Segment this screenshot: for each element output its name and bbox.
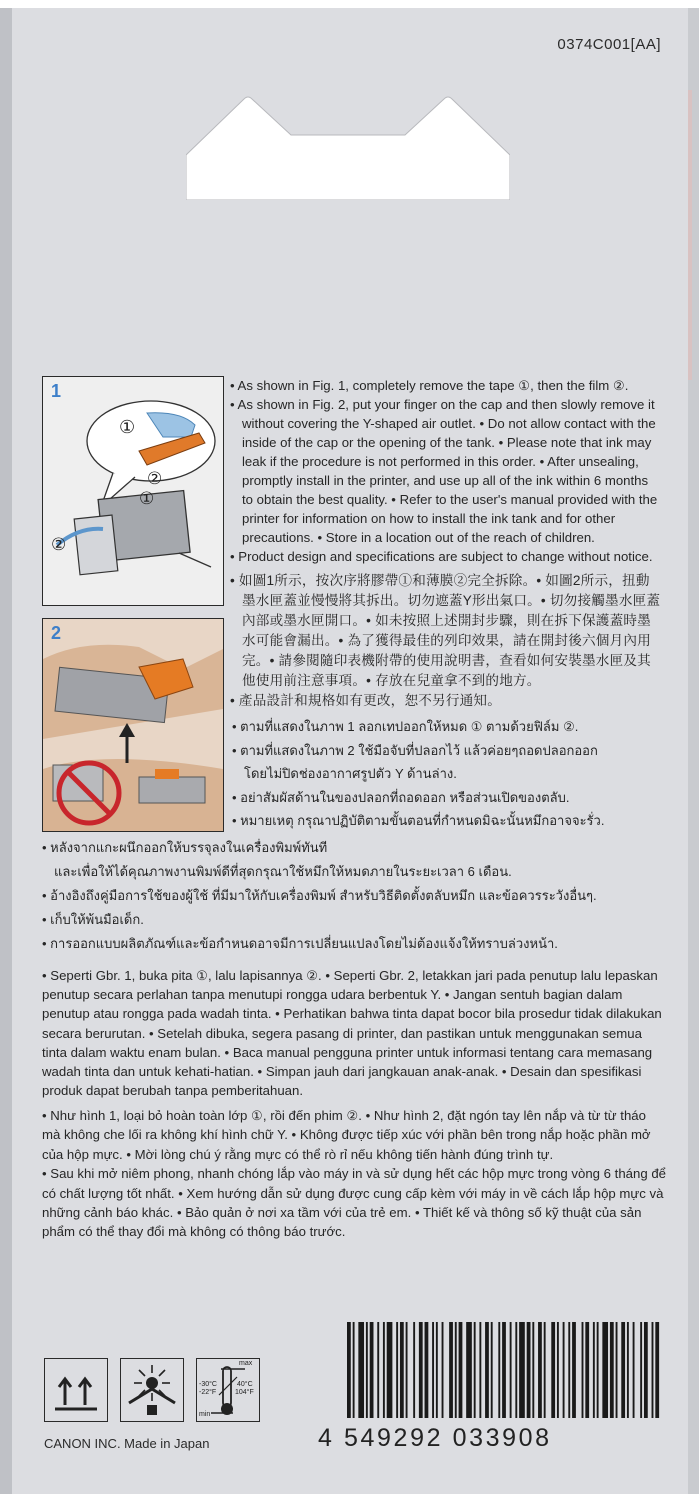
fig1-callout-1: ① — [119, 417, 136, 437]
english-instructions — [230, 376, 662, 566]
fig1-callout-2: ② — [147, 469, 163, 488]
indonesian-instructions — [42, 966, 666, 1100]
figure-2-number: 2 — [51, 623, 62, 643]
fig1-callout-2b: ② — [51, 535, 67, 554]
this-way-up-icon — [44, 1358, 108, 1422]
box-left-edge — [0, 8, 12, 1494]
temp-high-c: 40°C — [237, 1381, 253, 1388]
product-code: 0374C001[AA] — [557, 36, 661, 53]
thai-line-5: • หมายเหตุ กรุณาปฏิบัติตามขั้นตอนที่กำหนดมิฉะนั้นหมึกอาจจะรั่ว. — [232, 813, 605, 828]
hang-tab-cutout — [186, 95, 510, 200]
cap-removal-photo — [43, 619, 223, 831]
chinese-line-1: • 如圖1所示，按次序將膠帶①和薄膜②完全拆除。• 如圖2所示，扭動墨水匣蓋並慢慢將其拆出。切勿遮蓋Y形出氣口。• 切勿接觸墨水匣蓋內部或墨水匣開口。• 如未按照上述開封步驟，則在拆下保護蓋時墨水可能會漏出。• 為了獲得最佳的列印效果，請在開封後六個月內用完。• 請參閱隨印表機附帶的使用說明書，查看如何安裝墨水匣及其他使用前注意事項。• 存放在兒童拿不到的地方。 — [230, 573, 661, 688]
temp-high-f: 104°F — [235, 1389, 254, 1396]
chinese-instructions — [230, 571, 662, 711]
figure-1-number: 1 — [51, 381, 62, 401]
english-line-3: • Product design and specifications are subject to change without notice. — [230, 549, 653, 564]
thai-line-8: • อ้างอิงถึงคู่มือการใช้ของผู้ใช้ ที่มีมาให้กับเครื่องพิมพ์ สำหรับวิธีติดตั้งตลับหมึก และข้อควรระวังอื่นๆ. — [42, 888, 597, 903]
thai-instructions-full — [42, 836, 672, 956]
ink-tank-illustration — [43, 377, 223, 605]
temp-max-label: max — [239, 1360, 253, 1367]
vietnamese-line-2: • Sau khi mở niêm phong, nhanh chóng lắp vào máy in và sử dụng hết các hộp mực trong vòng 6 tháng để có chất lượng tốt nhất. • Xem hướng dẫn sử dụng được cung cấp kèm với máy in về cách lắp hộp mực và những cảnh báo khác. • Bảo quản ở nơi xa tầm với của trẻ em. • Thiết kế và thông số kỹ thuật của sản phẩm có thể thay đổi mà không có thông báo trước. — [42, 1166, 667, 1240]
indonesian-text: • Seperti Gbr. 1, buka pita ①, lalu lapisannya ②. • Seperti Gbr. 2, letakkan jari pada penutup lalu lepaskan penutup secara perlahan tanpa menutupi rongga udara berbentuk Y. • Jangan sentuh bagian dalam penutup atau rongga pada wadah tinta. • Perhatikan bahwa tinta dapat bocor bila prosedur tidak dilakukan secara berurutan. • Setelah dibuka, segera pasang di printer, dan pastikan untuk menggunakan semua tinta dalam waktu enam bulan. • Baca manual pengguna printer untuk informasi tentang cara memasang wadah tinta dan untuk kehati-hatian. • Simpan jauh dari jangkauan anak-anak. • Desain dan spesifikasi produk dapat berubah tanpa pemberitahuan. — [42, 968, 662, 1099]
thai-line-4: • อย่าสัมผัสด้านในของปลอกที่ถอดออก หรือส่วนเปิดของตลับ. — [232, 789, 570, 805]
temp-low-c: -30°C — [199, 1381, 217, 1388]
barcode-number: 4 549292 033908 — [318, 1424, 552, 1452]
thai-line-10: • การออกแบบผลิตภัณฑ์และข้อกำหนดอาจมีการเปลี่ยนแปลงโดยไม่ต้องแจ้งให้ทราบล่วงหน้า. — [42, 936, 558, 951]
temperature-limit-icon — [196, 1358, 260, 1422]
figure-2 — [42, 618, 224, 832]
manufacturer-label: CANON INC. Made in Japan — [44, 1436, 210, 1451]
thai-line-3: โดยไม่ปิดช่องอากาศรูปตัว Y ด้านล่าง. — [244, 766, 457, 781]
box-side-stripe — [688, 90, 692, 380]
keep-from-sunlight-icon — [120, 1358, 184, 1422]
temp-low-f: -22°F — [199, 1389, 217, 1396]
fig1-callout-1b: ① — [139, 489, 155, 508]
thai-line-9: • เก็บให้พ้นมือเด็ก. — [42, 912, 144, 927]
thai-line-1: • ตามที่แสดงในภาพ 1 ลอกเทปออกให้หมด ① ตามด้วยฟิล์ม ②. — [232, 719, 579, 734]
figure-1 — [42, 376, 224, 606]
chinese-line-2: • 產品設計和規格如有更改，恕不另行通知。 — [230, 693, 502, 708]
english-line-1: • As shown in Fig. 1, completely remove the tape ①, then the film ②. — [230, 378, 629, 393]
thai-instructions-right — [232, 715, 672, 833]
barcode — [347, 1322, 661, 1418]
thai-line-7: และเพื่อให้ได้คุณภาพงานพิมพ์ดีที่สุดกรุณาใช้หมึกให้หมดภายในระยะเวลา 6 เดือน. — [54, 864, 512, 879]
thai-line-6: • หลังจากแกะผนึกออกให้บรรจุลงในเครื่องพิมพ์ทันที — [42, 840, 328, 855]
temp-min-label: min — [199, 1411, 211, 1418]
thai-line-2: • ตามที่แสดงในภาพ 2 ใช้มือจับที่ปลอกไว้ แล้วค่อยๆถอดปลอกออก — [232, 742, 598, 758]
vietnamese-instructions — [42, 1106, 666, 1242]
english-line-2: • As shown in Fig. 2, put your finger on the cap and then slowly remove it without covering the Y-shaped air outlet. • Do not allow contact with the inside of the cap or the opening of the tank. • Please note that ink may leak if the procedure is not performed in this order. • After unsealing, promptly install in the printer, and use up all of the ink within 6 months to obtain the best quality. • Refer to the user's manual provided with the printer for information on how to install the ink tank and for other precautions. • Store in a location out of the reach of children. — [230, 397, 658, 545]
vietnamese-line-1: • Như hình 1, loại bỏ hoàn toàn lớp ①, rồi đến phim ②. • Như hình 2, đặt ngón tay lên nắp và từ từ tháo mà không che lối ra không khí hình chữ Y. • Không được tiếp xúc với phần bên trong nắp hoặc phần mở của hộp mực. • Mời lòng chú ý rằng mực có thể rò rỉ nếu không tiến hành đúng trình tự. — [42, 1108, 651, 1162]
